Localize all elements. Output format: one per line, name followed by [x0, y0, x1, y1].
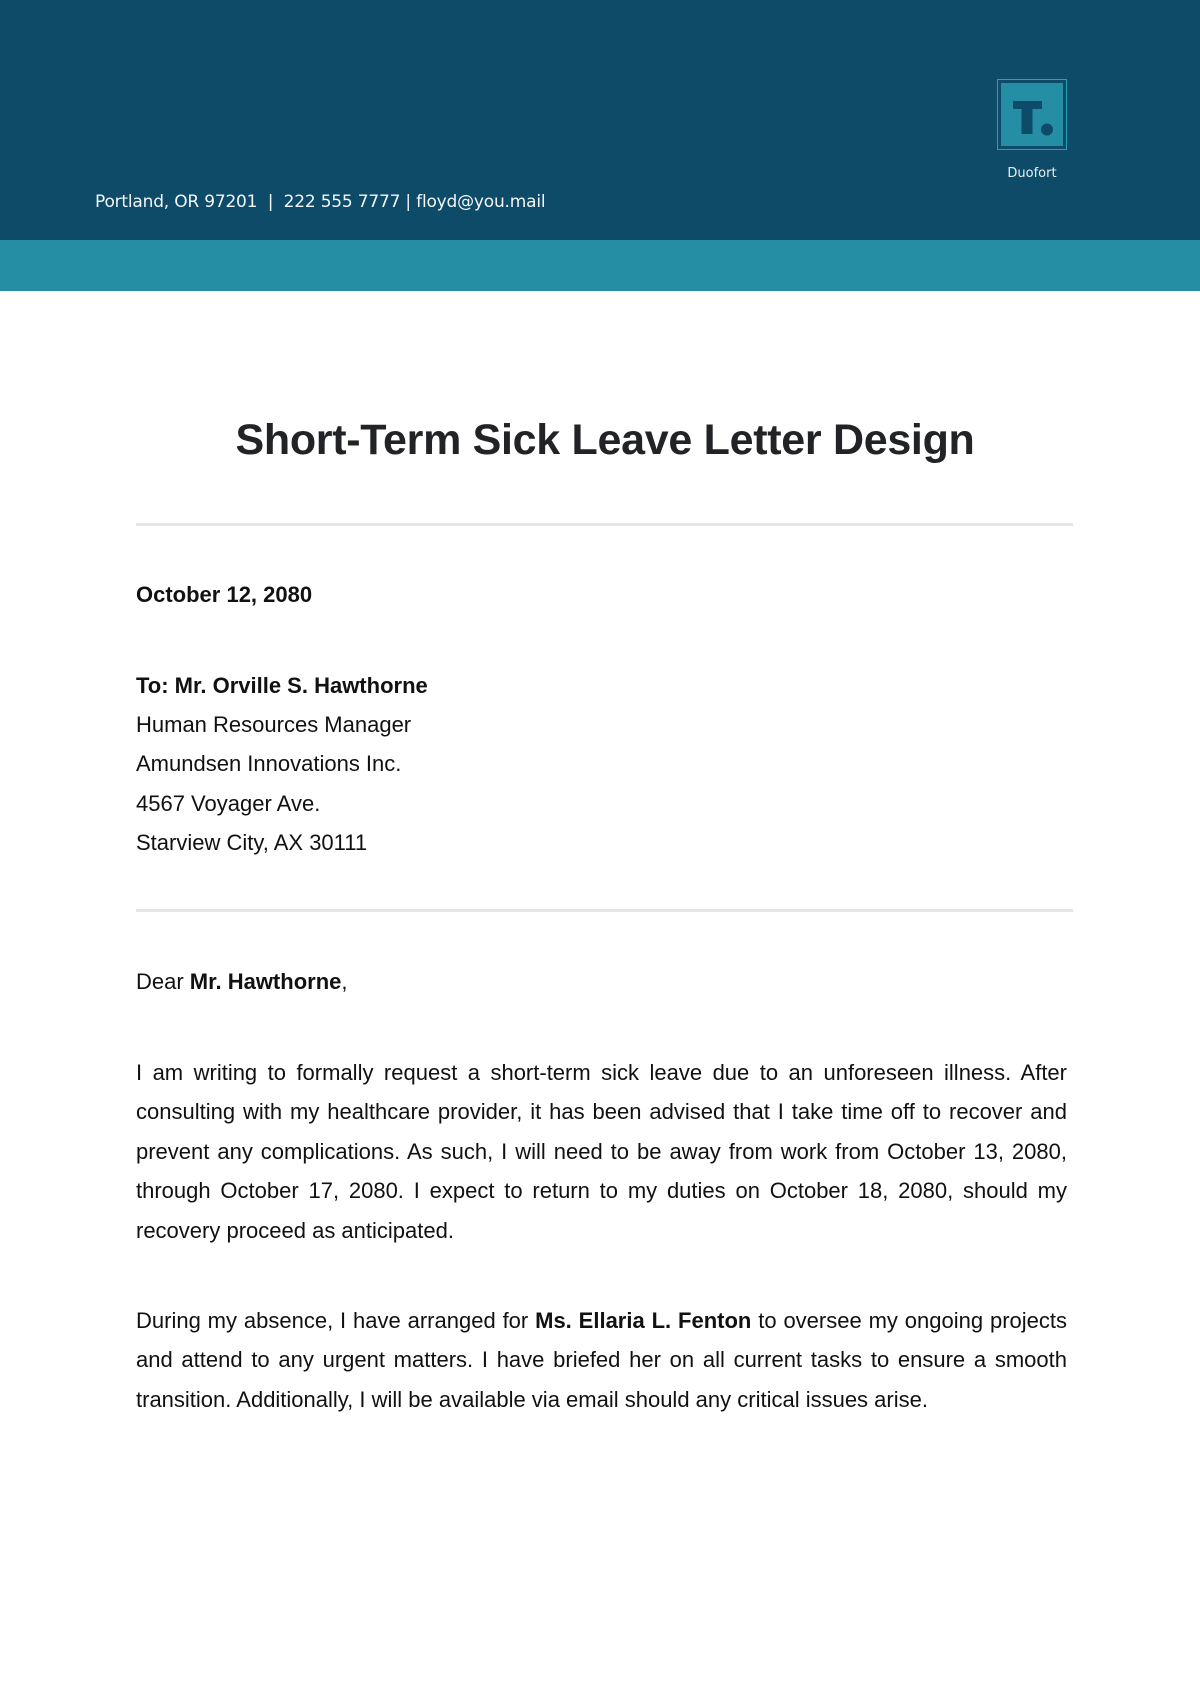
- separator: |: [257, 192, 284, 212]
- contact-line: [95, 192, 545, 212]
- letter-date: October 12, 2080: [136, 582, 313, 607]
- paragraph-text: to oversee my ongoing projects and attend to any urgent matters. I have briefed her on all current tasks to ensure a smooth transition. Additionally, I will be available via email should any critical issues arise.: [136, 1308, 1068, 1412]
- brand-name: Duofort: [1007, 166, 1057, 181]
- recipient-street: 4567 Voyager Ave.: [136, 791, 321, 816]
- separator: |: [400, 192, 417, 212]
- accent-band: [0, 240, 1200, 291]
- salutation: [136, 962, 348, 1001]
- divider: [136, 909, 1073, 912]
- sender-address: Portland, OR 97201: [95, 192, 258, 212]
- recipient-name: To: Mr. Orville S. Hawthorne: [136, 673, 428, 698]
- salutation-suffix: ,: [341, 969, 348, 994]
- body-paragraph: I am writing to formally request a short-term sick leave due to an unforeseen illness. After consulting with my healthcare provider, it has been advised that I take time off to recover and prevent any complications. As such, I will need to be away from work from October 13, 2080, through October 17, 2080. I expect to return to my duties on October 18, 2080, should my recovery proceed as anticipated.: [136, 1060, 1067, 1243]
- recipient-company: Amundsen Innovations Inc.: [136, 751, 402, 776]
- divider: [136, 523, 1073, 526]
- body-paragraph: [136, 1301, 1067, 1419]
- recipient-city: Starview City, AX 30111: [136, 830, 368, 855]
- document-title: Short-Term Sick Leave Letter Design: [235, 416, 975, 464]
- salutation-prefix: Dear: [136, 969, 190, 994]
- delegate-name: Ms. Ellaria L. Fenton: [535, 1308, 752, 1333]
- salutation-name: Mr. Hawthorne: [189, 969, 342, 994]
- paragraph-text: During my absence, I have arranged for: [136, 1308, 536, 1333]
- recipient-position: Human Resources Manager: [136, 712, 412, 737]
- sender-phone: 222 555 7777: [283, 192, 401, 212]
- letterhead-header: [0, 0, 1200, 240]
- logo-t-icon: [1000, 82, 1064, 147]
- company-logo: [997, 79, 1067, 150]
- sender-email: floyd@you.mail: [416, 192, 546, 212]
